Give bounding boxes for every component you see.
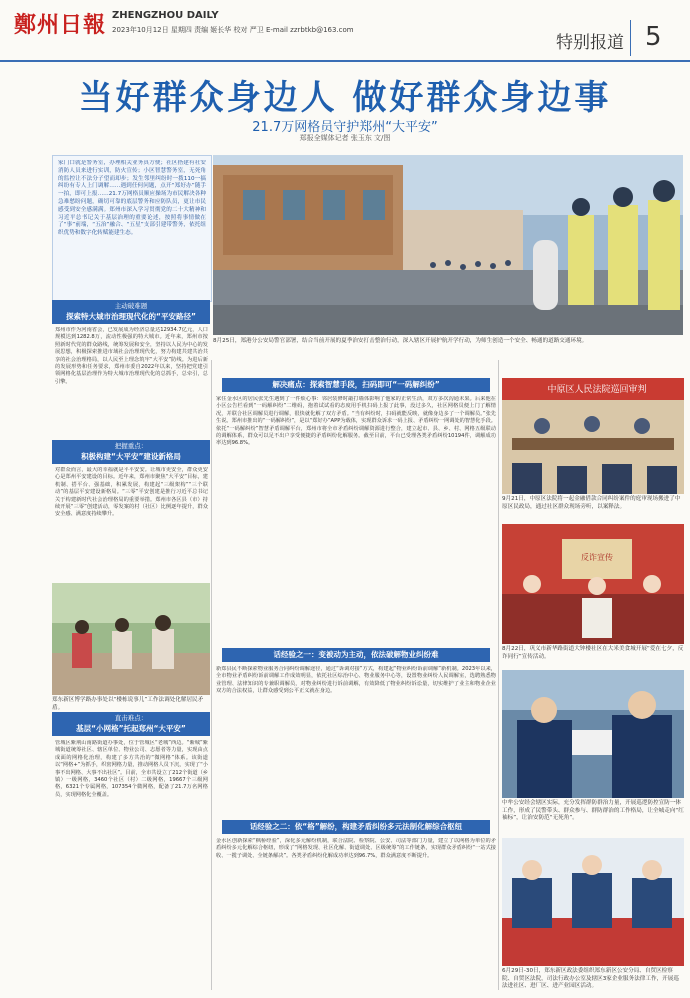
left-photo-caption: 郑东新区博学路办事处以“楼栋说事儿”工作法调处化解居民矛盾。 bbox=[52, 697, 204, 711]
section-banner-1 bbox=[52, 300, 210, 324]
court-banner-text: 中原区人民法院巡回审判 bbox=[547, 385, 647, 395]
top-photo-caption: 8月25日，郑港分公安局警官部署，结合当前开展的夏季治安打击整治行动，深入辖区开展护航开学行动，为师生创造一个安全、畅通的道路交通环境。 bbox=[213, 338, 588, 344]
masthead bbox=[0, 0, 690, 62]
middle-section-banner-2-title: 话经验之一：变被动为主动，依法破解物业纠纷难 bbox=[273, 650, 439, 659]
right-photo-1 bbox=[502, 378, 684, 494]
section-banner-2-kicker: 把握重点： bbox=[114, 442, 148, 450]
right-photo-2-caption: 8月22日，巩义市新华路街道大钟楼社区在大米美食城开展“爱在七夕，反诈同行”宣传活动。 bbox=[502, 646, 684, 660]
middle-section-2-body: 新郑县民不断探索物业服务合同纠纷调解途径，通过“诉调对接”方式，构建起“物业纠纷诉前调解”新机制。2023年以来，全市物业矛盾纠纷诉前调解工作成效明显，依托社区综治中心、物业服务中心等，设置物业纠纷人民调解室，选聘熟悉物业管理、法律知识的专兼职调解员，对物业纠纷进行诉前调解，有效降低了物业纠纷诉讼量，切实维护了业主和物业企业双方的合法权益，让群众感受到公平正义就在身边。 bbox=[216, 666, 496, 695]
newspaper-logo: 鄭州日報 bbox=[14, 12, 107, 38]
section-banner-3 bbox=[52, 712, 210, 736]
stall-banner-text: 反诈宣传 bbox=[581, 553, 613, 562]
middle-section-banner-1 bbox=[222, 378, 490, 392]
right-photo-3 bbox=[502, 670, 684, 798]
section-2-body: 对群众而言，最大的幸福就是平平安安。让城市更安全，群众更安心是郑州平安建设的目标。近年来，郑州市聚焦“大平安”目标，建机制、搭平台、强基础，积累发展，构建起“三级架构”“三个联动”的基层平安建设新格局。“三零”平安创建是推行习近平总书记关于构建新时代社会治理格局的重要举措。郑州市各区县（市）持续开展“三零”创建活动，零发案的村（社区）比例逐年提升，群众安全感、满意度持续攀升。 bbox=[55, 467, 208, 518]
page-number: 5 bbox=[645, 22, 662, 52]
headline: 当好群众身边人 做好群众身边事 bbox=[78, 78, 612, 118]
middle-section-1-body: 家住金水区的居民张先生遇到了一件烦心事：邻居装修时敲打墙体影响了他家的正常生活，双方多次沟通未果。后来他在小区公告栏看到“一码解纠纷”二维码，抱着试试看的态度用手机扫码上报了此事，没过多久，社区网格员便上门了解情况，并联合社区调解员进行调解，很快就化解了双方矛盾。“当有纠纷时，扫码就能反映，就像身边多了一个调解员。”张先生说。郑州市推出的“一码解纠纷”，是以“郑好办”APP为载体，实现群众诉求一码上报、矛盾纠纷一网调处的智慧化手段。依托“一码解纠纷”智慧矛盾调解平台，郑州市将全市矛盾纠纷调解资源进行整合，建立起市、县、乡、村、网格五级联动的调解体系，群众可以足不出户享受便捷的矛盾纠纷化解服务。截至目前，平台已受理各类矛盾纠纷10194件，调解成功率达到96.8%。 bbox=[216, 396, 496, 447]
right-photo-3-caption: 中牟公安经会辖区实际，充分发挥群防群治力量，开展巡逻防控宣防一体工作，形成了民警带头、群众参与、群防群治的工作格局，让全城走向“红袖标”，让治安防范“无死角”。 bbox=[502, 800, 684, 822]
middle-section-3-body: 金水区创新探索“枫桥经验”，深化多元解纷机制，联合法院、检察院、公安、司法等部门力量，建立了以网格为单位的矛盾纠纷多元化解综合枢纽，形成了“网格发现、社区化解、街道调处、区级统筹”的工作链条，实现群众矛盾纠纷“一站式接收、一揽子调处、全链条解决”。各类矛盾纠纷化解成功率达到96.7%，群众满意度不断提升。 bbox=[216, 838, 496, 859]
section-banner-1-kicker: 主动破难题 bbox=[114, 302, 148, 310]
top-photo bbox=[213, 155, 683, 335]
right-photo-4 bbox=[502, 838, 684, 966]
right-photo-2 bbox=[502, 524, 684, 644]
middle-section-banner-3-title: 话经验之二：依“格”解纷，构建矛盾纠纷多元法制化解综合枢纽 bbox=[249, 822, 463, 831]
subheadline: 21.7万网格员守护郑州“大平安” bbox=[252, 120, 438, 135]
right-photo-4-caption: 6月29日-30日，郑东新区政法委组织郑东新区公安分局、自贸区检察院、自贸区法院，司法行政办公室及辖区3家企业服务法律工作，开展巡法进社区、进厂区、进产业园区活动。 bbox=[502, 968, 679, 990]
section-banner-3-title: 基层“小网格”托起郑州“大平安” bbox=[76, 723, 186, 733]
section-banner-2-title: 积极构建“大平安”建设新格局 bbox=[81, 451, 181, 461]
middle-section-banner-1-title: 解决痛点：探索智慧手段，扫码即可“一码解纠纷” bbox=[272, 380, 440, 389]
column-divider-right bbox=[498, 360, 499, 990]
column-divider-left bbox=[211, 360, 212, 990]
right-photo-1-caption: 9月21日，中原区法院将一起金融借款合同纠纷案件的庭审现场搬进了中原区民政局，通过社区群众现场旁听，以案释法。 bbox=[502, 496, 681, 510]
middle-section-banner-2 bbox=[222, 648, 490, 662]
section-3-body: 管城区紫荆山南路街道办事处，位于管城区“老城”西边。“紫城”紫城街道统筹社区、辖区单位、物业公司、志愿者等力量，实现由点成面的网格化治理，构建了多方共治的“微网格”体系。该街道以“网格+”为抓手，织密网格力量，推动网格人员下沉，实现了“小事不出网格、大事不出社区”。目前，全市共设立了212个街道（乡镇）一级网格，3460个社区（村）二级网格，19667个三级网格，6321个专属网格，107354个微网格，配备了21.7万名网格员，实现网格化全覆盖。 bbox=[55, 740, 208, 798]
dateline: 2023年10月12日 星期四 责编 姬长华 校对 严卫 E-mail zzrbtkb@163.com bbox=[112, 26, 354, 34]
section-banner-1-title: 探索特大城市治理现代化的“平安路径” bbox=[66, 311, 196, 321]
section-1-body: 郑州市作为河南省会，已发展成为经济总量达12934.7亿元，人口规模达到1282.8万，流动性极强的特大城市。近年来，郑州市按照新时代党的群众路线，统筹发展和安全，坚持以人民为中心的发展思想，积极探索推进市域社会治理现代化，努力构建共建共治共享的社会治理格局，以人民至上理念筑牢“大平安”防线。为进后新的发展形势和任务要求，郑州市委自2022年以来，坚持把党建引领网格化基层治理作为特大城市治理现代化的总抓手，总牵引，总引擎。 bbox=[55, 327, 208, 385]
lead-paragraph: 家门口就是警务室，办理相关业务真方便；社区搭建有社安消防人员来进行实训，防火宣传；小区智慧警务室，无死角的监控让不法分子望而却步；发生邻里纠纷时一拨110一搞纠纷有专人上门调解……遇到任何问题，点开“郑好办”随手一拍，即可上报……21.7万网格员顺应操场为市民解决各种急难愁盼问题，确切可靠的底层警务和应防队员，更让市民感受到安全感满满。郑州市深入学习贯彻党的二十大精神和习近平总书记关于基层治理的重要论述，按照将事情做在了“事”前端，“五治”融合、“五星”支部引建带警务，依托组织优势和数字化转赋能建生态。 bbox=[58, 160, 206, 237]
left-photo bbox=[52, 583, 210, 695]
middle-section-banner-3 bbox=[222, 820, 490, 834]
section-banner-3-kicker: 直击难点： bbox=[114, 714, 148, 722]
masthead-english-title: ZHENGZHOU DAILY bbox=[112, 10, 219, 21]
masthead-divider bbox=[630, 20, 631, 56]
section-banner-2 bbox=[52, 440, 210, 464]
section-label: 特别报道 bbox=[556, 33, 624, 53]
byline: 郑报全媒体记者 张玉东 文/图 bbox=[299, 134, 391, 142]
